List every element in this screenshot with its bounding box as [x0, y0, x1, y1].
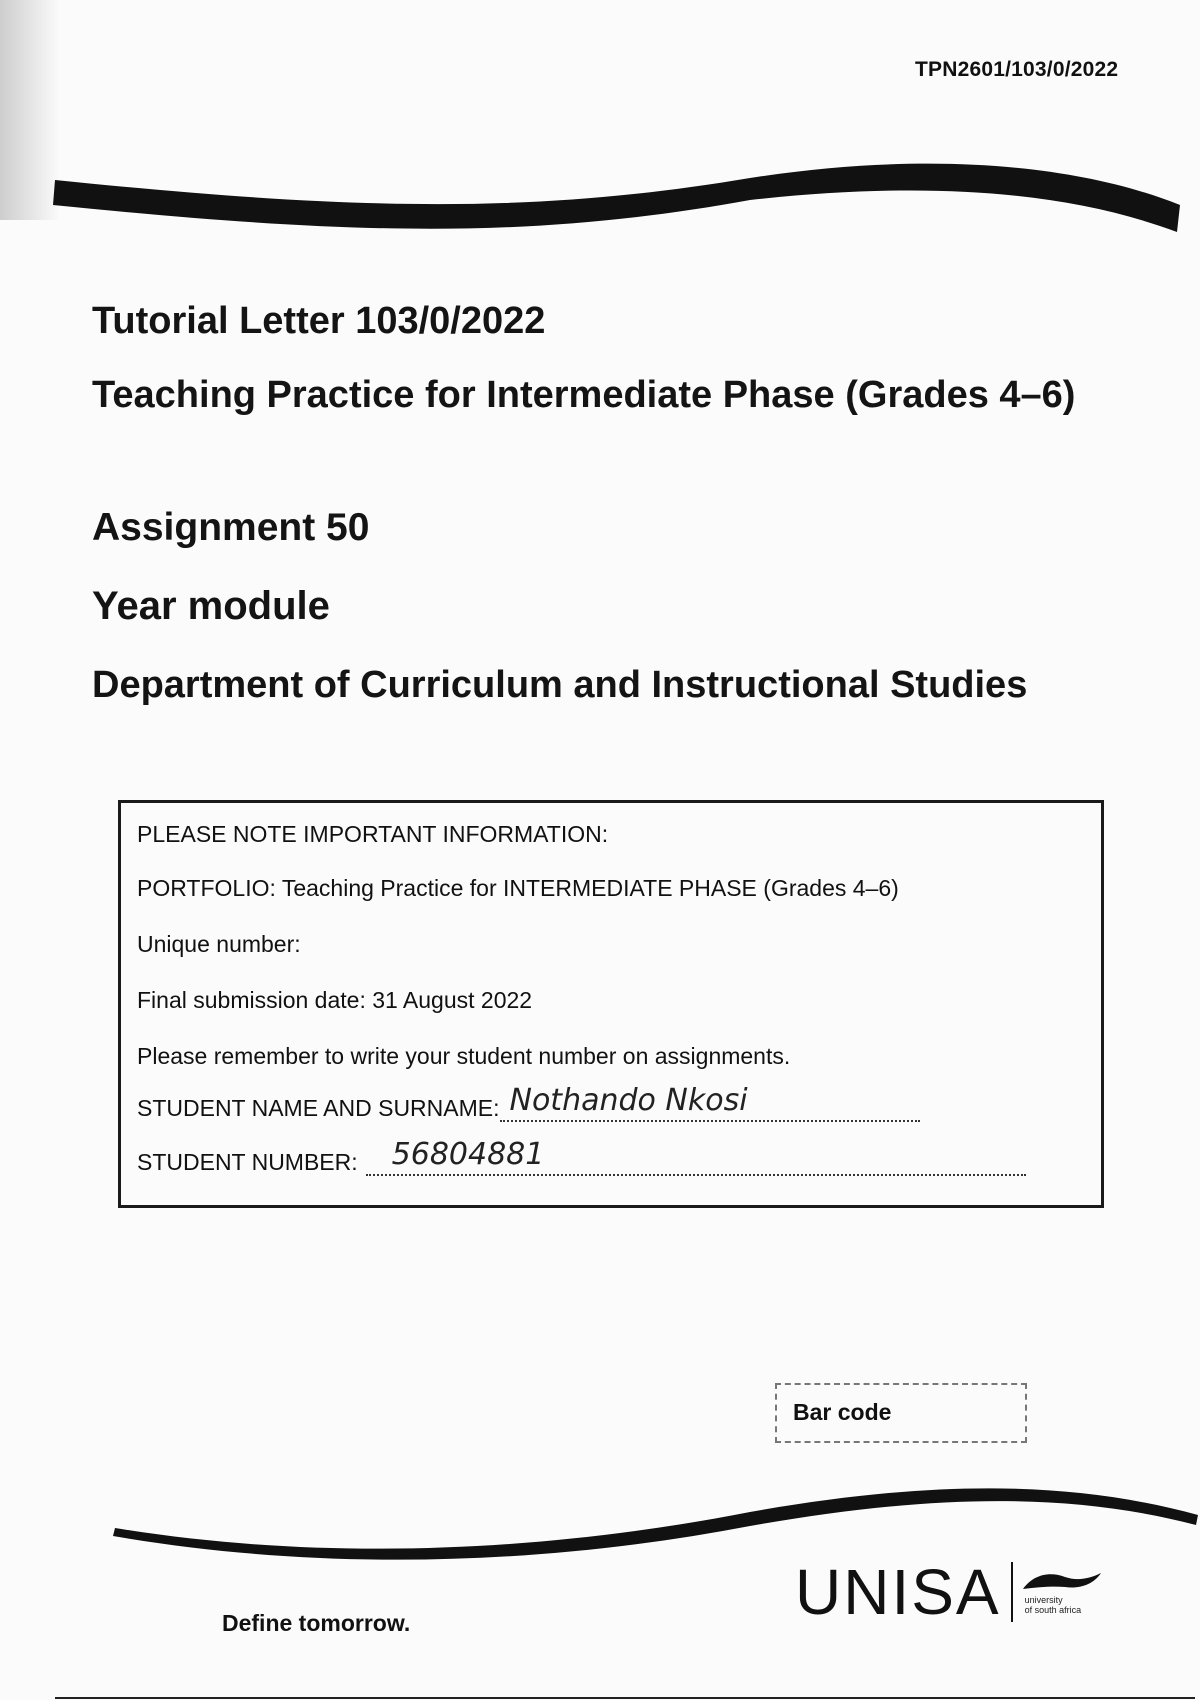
- unique-number-label: Unique number:: [137, 931, 301, 957]
- student-name-label: STUDENT NAME AND SURNAME:: [137, 1095, 500, 1121]
- logo-subtext-line-2: of south africa: [1024, 1605, 1082, 1615]
- student-name-handwriting: Nothando Nkosi: [509, 1083, 748, 1118]
- barcode-box: [775, 1383, 1027, 1443]
- reminder-text: Please remember to write your student number on assignments.: [137, 1043, 791, 1069]
- student-name-row: [137, 1083, 920, 1122]
- portfolio-line: PORTFOLIO: Teaching Practice for INTERMEDIATE PHASE (Grades 4–6): [137, 875, 899, 901]
- info-heading: PLEASE NOTE IMPORTANT INFORMATION:: [137, 821, 609, 847]
- student-number-handwriting: 56804881: [391, 1137, 545, 1172]
- unisa-logo: [795, 1555, 1103, 1629]
- important-info-box: [118, 800, 1104, 1208]
- tagline: Define tomorrow.: [222, 1610, 411, 1636]
- barcode-label: Bar code: [793, 1399, 892, 1425]
- student-number-label: STUDENT NUMBER:: [137, 1149, 358, 1175]
- logo-divider: [1011, 1562, 1015, 1622]
- student-number-row: [137, 1137, 1026, 1176]
- logo-emblem: [1011, 1562, 1103, 1622]
- submission-date: Final submission date: 31 August 2022: [137, 987, 533, 1013]
- logo-wordmark: UNISA: [795, 1556, 1001, 1628]
- logo-subtext: [1025, 1595, 1103, 1615]
- document-code: TPN2601/103/0/2022: [915, 58, 1119, 81]
- bottom-rule: [55, 1697, 1195, 1699]
- tutorial-letter-title: Tutorial Letter 103/0/2022: [92, 300, 546, 342]
- student-number-field[interactable]: [366, 1137, 1026, 1176]
- top-wave-band: [50, 150, 1190, 240]
- module-name: Teaching Practice for Intermediate Phase (Grades 4–6): [92, 374, 1076, 416]
- assignment-title: Assignment 50: [92, 506, 370, 549]
- module-type: Year module: [92, 584, 330, 628]
- department-name: Department of Curriculum and Instructional Studies: [92, 664, 1028, 706]
- logo-subtext-line-1: university: [1024, 1595, 1063, 1605]
- bird-icon: [1019, 1569, 1103, 1595]
- student-name-field[interactable]: [500, 1083, 920, 1122]
